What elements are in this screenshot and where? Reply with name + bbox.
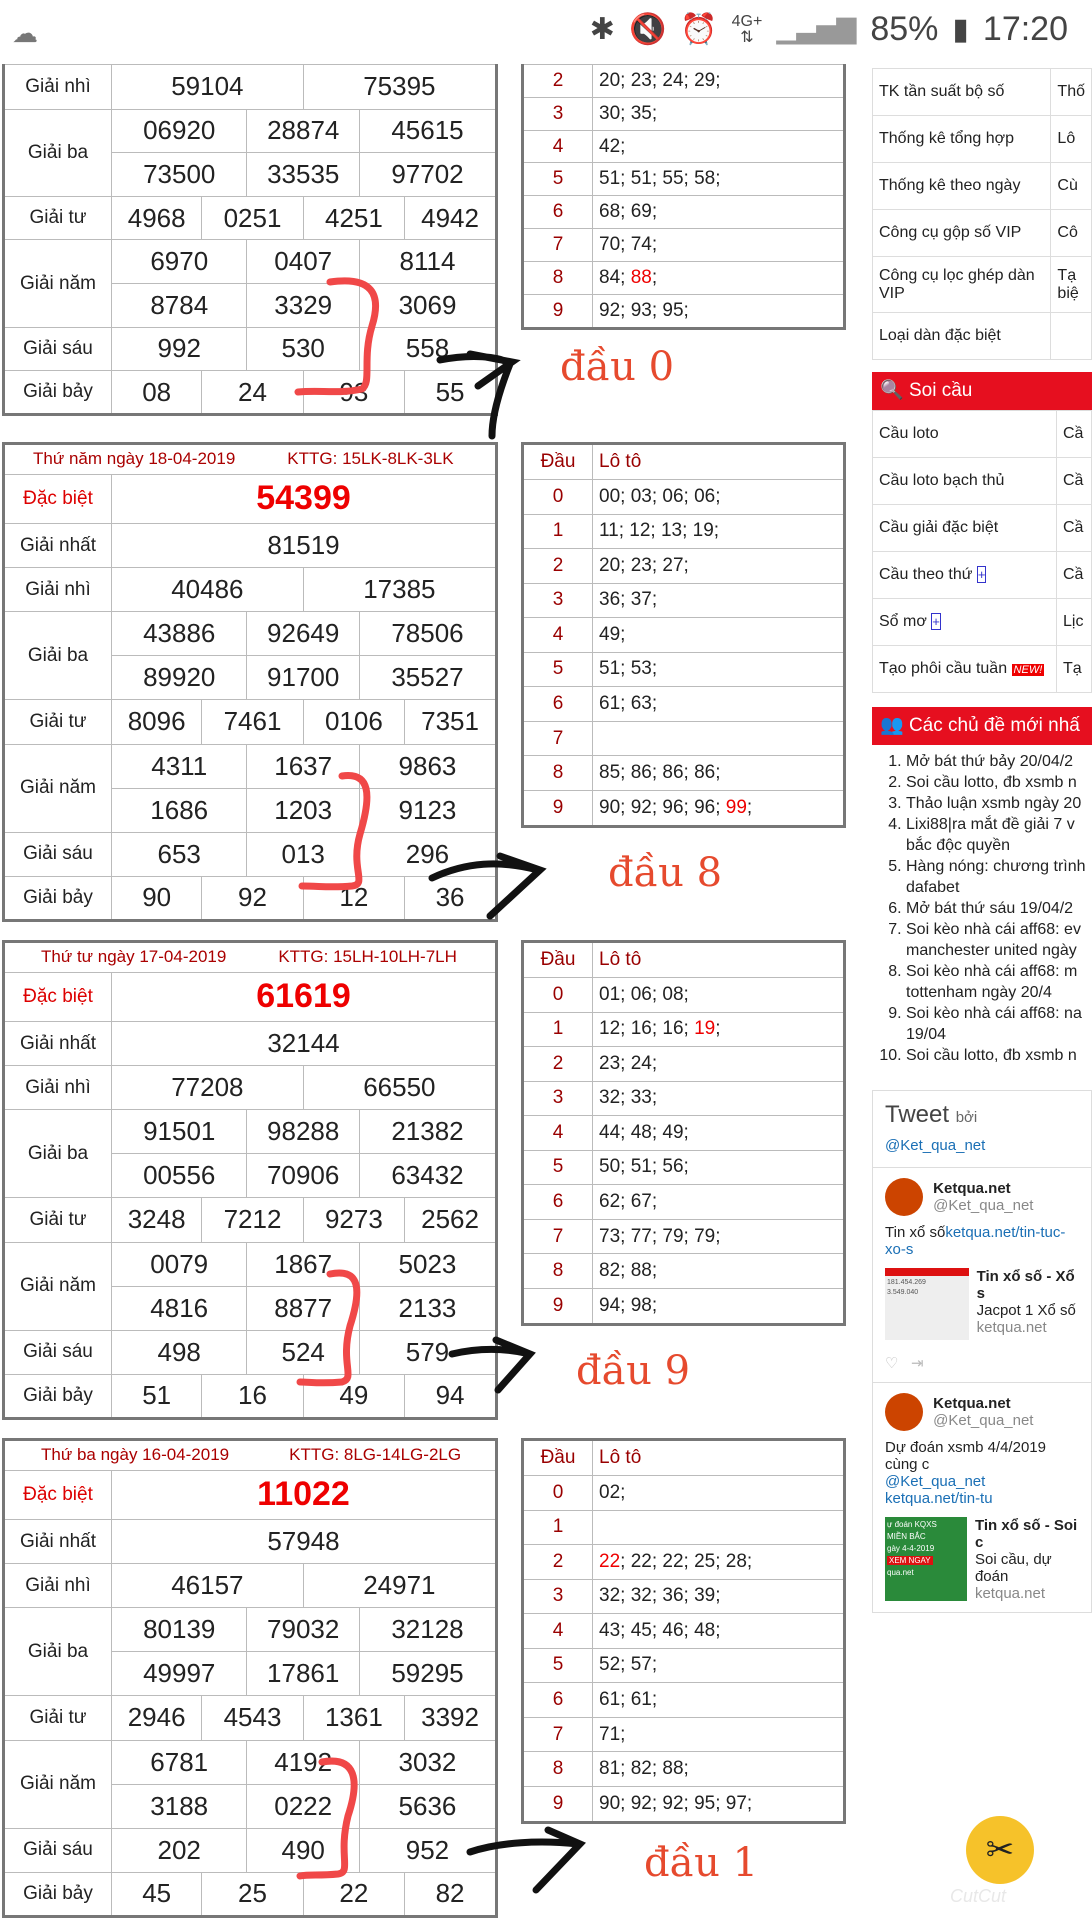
topic-link[interactable]: 5. Hàng nóng: chương trình dafabet [906,856,1092,898]
topic-link[interactable]: 10. Soi cầu lotto, đb xsmb n [906,1045,1092,1066]
card-thumbnail: 181.454.269 3.549.040 [885,1268,969,1340]
sidebar-link[interactable]: Thống kê tổng hợp [873,116,1051,163]
loto-table: 2 20; 23; 24; 29; 3 30; 35; 4 42; 5 51; 51; 55; 58; 6 68; 69; 7 70; 74; 8 84; 88; 9 92; 93; 95; [521,64,846,330]
twitter-handle-link[interactable]: @Ket_qua_net [885,1137,986,1154]
topic-link[interactable]: 6. Mở bát thứ sáu 19/04/2 [906,898,1092,919]
battery-percent: 85% [870,10,939,48]
avatar [885,1178,923,1216]
watermark: CutCut [950,1886,1007,1906]
handwritten-note: đầu 1 [644,1840,759,1886]
prize-label: Giải nhì [4,65,112,110]
share-icon[interactable]: ⇥ [910,1355,924,1372]
prize-label: Giải bảy [4,371,112,415]
topics-header: 👥 Các chủ đề mới nhấ [872,707,1092,745]
result-table: Thứ ba ngày 16-04-2019 KTTG: 8LG-14LG-2LG Đặc biệt 11022 Giải nhất 57948 Giải nhì 46157 24971 Giải ba 80139 79032 32128 49997 17861 59295 Giải tư 2946 4543 1361 3392 Giải năm 6781 4192 3032 3188 0222 5636 Giải sáu 202 490 952 Giải bảy 45 25 22 82 [2,1438,498,1918]
topic-link[interactable]: 9. Soi kèo nhà cái aff68: na 19/04 [906,1003,1092,1045]
stats-menu: TK tần suất bộ số Thố Thống kê tổng hợp Lô Thống kê theo ngày Cù Công cụ gộp số VIP Cô Công cụ lọc ghép dàn VIP Tạ biệ Loại dàn đặc biệt [872,68,1092,360]
tweet-card[interactable]: ự đoán KQXS MIỀN BẮC gày 4-4-2019 XEM NGAY qua.net Tin xổ số - Soi c Soi cầu, dự đoán ketqua.net [887,1517,1078,1602]
cloud-icon: ☁ [12,18,38,48]
page-viewport[interactable] [0,64,1086,1920]
loto-table: Đầu Lô tô 0 02; 1 2 22; 22; 22; 25; 28; 3 32; 32; 36; 39; 4 43; 45; 46; 48; 5 52; 57; 6 61; 61; 7 71; 8 81; 82; 88; 9 90; 92; 92; 95; 97; [521,1438,846,1824]
handwritten-note: đầu 9 [576,1348,691,1394]
twitter-widget: Tweet bởi @Ket_qua_net Ketqua.net @Ket_qua_net Tin xổ sốketqua.net/tin-tuc-xo-s 181.454.269 3.549.040 Tin xổ số - Xổ s Jacpot 1 Xổ số ketqua.net ♡ ⇥ Ketqua.net @Ket_qua_net Dự đoán xsmb 4/4/2019 cùng c @Ket_qua_net ketqua.net/tin-tu ự đoán KQXS MIỀN BẮC gày 4-4-2019 XEM NGAY qua.net Tin xổ số - Soi c Soi cầu, dự đoán ketqua.net [872,1090,1092,1613]
result-table: Thứ năm ngày 18-04-2019 KTTG: 15LK-8LK-3LK Đặc biệt 54399 Giải nhất 81519 Giải nhì 40486 17385 Giải ba 43886 92649 78506 89920 91700 35527 Giải tư 8096 7461 0106 7351 Giải năm 4311 1637 9863 1686 1203 9123 Giải sáu 653 013 296 Giải bảy 90 92 12 36 [2,442,498,922]
sidebar-link[interactable]: TK tần suất bộ số [873,69,1051,116]
draw-date: Thứ năm ngày 18-04-2019 [33,449,236,469]
sidebar [872,64,1092,1613]
kttg: KTTG: 15LK-8LK-3LK [287,449,454,469]
expand-icon[interactable]: + [977,567,986,582]
status-bar [0,0,1080,64]
users-icon: 👥 [880,715,904,736]
prize-label: Giải ba [4,109,112,196]
soi-cau-menu: Cầu loto Cầ Cầu loto bạch thủ Cầ Cầu giải đặc biệt Cầ Cầu theo thứ + Cầ Sổ mơ + Lịc Tạo phôi cầu tuần NEW! Tạ [872,410,1092,693]
sidebar-link[interactable]: Tạo phôi cầu tuần NEW! [873,646,1057,693]
handwritten-note: đầu 8 [608,850,723,896]
kttg: KTTG: 8LG-14LG-2LG [289,1445,462,1465]
sidebar-link[interactable]: Thống kê theo ngày [873,163,1051,210]
sidebar-link[interactable]: Cầu loto bạch thủ [873,458,1057,505]
heart-icon[interactable]: ♡ [885,1355,899,1372]
soi-cau-header: 🔍 Soi cầu [872,372,1092,410]
tweet-link[interactable]: @Ket_qua_net ketqua.net/tin-tu [885,1473,993,1507]
prize-label: Giải tư [4,196,112,240]
tweet: Ketqua.net @Ket_qua_net Tin xổ sốketqua.net/tin-tuc-xo-s 181.454.269 3.549.040 Tin xổ số - Xổ s Jacpot 1 Xổ số ketqua.net ♡ ⇥ [873,1167,1091,1382]
topic-link[interactable]: 7. Soi kèo nhà cái aff68: ev manchester united ngày [906,919,1092,961]
sidebar-link[interactable]: Công cụ gộp số VIP [873,210,1051,257]
draw-date: Thứ tư ngày 17-04-2019 [41,947,227,967]
handwritten-note: đầu 0 [560,344,675,390]
sidebar-link[interactable]: Công cụ lọc ghép dàn VIP [873,257,1051,313]
clock: 17:20 [982,10,1068,48]
search-icon: 🔍 [880,380,904,401]
special-prize: 61619 [112,972,497,1021]
draw-date: Thứ ba ngày 16-04-2019 [41,1445,230,1465]
kttg: KTTG: 15LH-10LH-7LH [278,947,457,967]
avatar [885,1393,923,1431]
new-badge: NEW! [1013,664,1043,676]
special-prize: 54399 [112,474,497,523]
loto-table: Đầu Lô tô 0 01; 06; 08; 1 12; 16; 16; 19; 2 23; 24; 3 32; 33; 4 44; 48; 49; 5 50; 51; 56; 6 62; 67; 7 73; 77; 79; 79; 8 82; 88; 9 94; 98; [521,940,846,1326]
sidebar-link[interactable]: Cầu giải đặc biệt [873,505,1057,552]
sidebar-link[interactable]: Sổ mơ + [873,599,1057,646]
topic-link[interactable]: 2. Soi cầu lotto, đb xsmb n [906,772,1092,793]
loto-table: Đầu Lô tô 0 00; 03; 06; 06; 1 11; 12; 13; 19; 2 20; 23; 27; 3 36; 37; 4 49; 5 51; 53; 6 61; 63; 7 8 85; 86; 86; 86; 9 90; 92; 96; 96; 99; [521,442,846,828]
signal-icon: ▁▃▅▇ [776,14,857,44]
scissors-floating-button[interactable]: ✂ [966,1816,1034,1884]
bluetooth-icon: ✱ [589,13,615,46]
sidebar-link[interactable]: Cầu loto [873,411,1057,458]
alarm-icon: ⏰ [680,13,718,46]
tweet: Ketqua.net @Ket_qua_net Dự đoán xsmb 4/4/2019 cùng c @Ket_qua_net ketqua.net/tin-tu ự đoán KQXS MIỀN BẮC gày 4-4-2019 XEM NGAY qua.net Tin xổ số - Soi c Soi cầu, dự đoán ketqua.net [873,1382,1091,1612]
tweet-card[interactable]: 181.454.269 3.549.040 Tin xổ số - Xổ s Jacpot 1 Xổ số ketqua.net [885,1268,1079,1340]
result-table: Thứ tư ngày 17-04-2019 KTTG: 15LH-10LH-7LH Đặc biệt 61619 Giải nhất 32144 Giải nhì 77208 66550 Giải ba 91501 98288 21382 00556 70906 63432 Giải tư 3248 7212 9273 2562 Giải năm 0079 1867 5023 4816 8877 2133 Giải sáu 498 524 579 Giải bảy 51 16 49 94 [2,940,498,1420]
result-table: Giải nhì 59104 75395 Giải ba 06920 28874 45615 73500 33535 97702 Giải tư 4968 0251 4251 4942 Giải năm 6970 0407 8114 8784 3329 3069 Giải sáu 992 530 558 Giải bảy 08 24 93 55 [2,64,498,416]
topic-link[interactable]: 8. Soi kèo nhà cái aff68: m tottenham ngày 20/4 [906,961,1092,1003]
topic-link[interactable]: 3. Thảo luận xsmb ngày 20 [906,793,1092,814]
sidebar-link[interactable]: Loại dàn đặc biệt [873,313,1051,360]
mute-icon: 🔇 [628,13,667,46]
expand-icon[interactable]: + [932,614,940,629]
network-indicator: 4G+ ⇅ [731,12,763,46]
topic-link[interactable]: 1. Mở bát thứ bảy 20/04/2 [906,751,1092,772]
topic-link[interactable]: 4. Lixi88|ra mắt đề giải 7 v bắc độc quyền [906,814,1092,856]
tweet-link[interactable]: ketqua.net/tin-tuc-xo-s [885,1224,1066,1258]
sidebar-link[interactable]: Cầu theo thứ + [873,552,1057,599]
topic-list [872,745,1092,1066]
card-thumbnail: ự đoán KQXS MIỀN BẮC gày 4-4-2019 XEM NGAY qua.net [885,1517,967,1601]
battery-icon: ▮ [952,13,969,46]
special-prize: 11022 [112,1470,497,1519]
prize-label: Giải năm [4,240,112,327]
prize-label: Giải sáu [4,327,112,371]
